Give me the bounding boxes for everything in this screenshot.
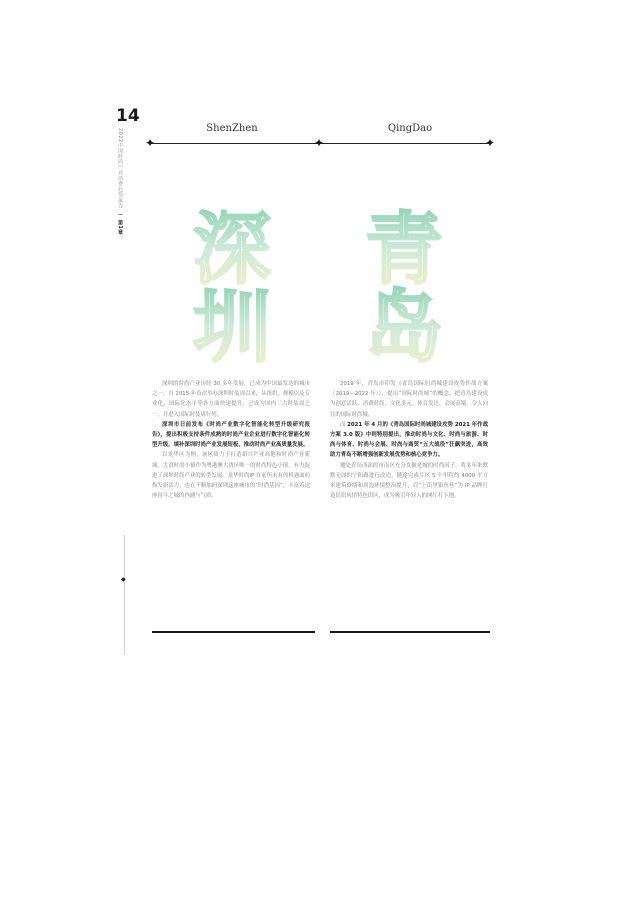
side-label — [117, 128, 124, 235]
hero-char-dao: 岛 — [364, 283, 444, 373]
shenzhen-paragraph-1: 深圳的时尚产业历经 30 多年发展，已成为中国最发达的城市之一。自 2015 年首次举办深圳时装周以来，从组织、规模以及专业化、国际化水平等各方面快速提升，已成为国内三大时装周之一，并进入国际时装周行列。 — [152, 381, 310, 418]
hero-char-qing: 青 — [364, 205, 444, 295]
bottom-rule-right — [330, 631, 490, 633]
hero-char-zhen: 圳 — [192, 283, 272, 373]
hero-qingdao-svg — [364, 204, 444, 373]
star-icon-left: ✦ — [144, 136, 156, 150]
page-number: 14 — [116, 106, 140, 126]
bottom-rule-left — [152, 631, 315, 633]
hero-qingdao — [364, 204, 444, 373]
diamond-dot-icon: ◆ — [121, 576, 126, 583]
side-label-divider — [118, 214, 123, 215]
hero-shenzhen — [192, 204, 272, 373]
side-label-chapter: 第1章 — [117, 219, 123, 235]
qingdao-paragraph-3: 地处青岛西部的市南区充分发掘老城的时尚因子，将多年来默默无闻的宁阳路进行改造，随途完成片区 5 个里院约 4000 平方米建筑修缮和周边环境整治提升，以“上街里银鱼巷”为 IP 品牌打造民宿风情特色街区，成为吸引年轻人的网红打卡地。 — [330, 462, 488, 500]
side-rule — [124, 535, 125, 655]
qingdao-paragraph-2-strong: 2021 年 4 月的《青岛国际时尚城建设攻势 2021 年作战方案 3.0 版》中则特别提出，推动时尚与文化、时尚与旅游、时尚与体育、时尚与会展、时尚与商贸“五大战役”狂飙突进，高效助力青岛不断增强创新发展优势和核心竞争力。 — [330, 421, 488, 459]
shenzhen-body — [152, 379, 310, 501]
shenzhen-paragraph-2: 深圳市日前发布《时尚产业数字化智能化转型升级研究报告》，提出积极支持条件成熟的时尚产业企业进行数字化智能化转型升级，填补深圳时尚产业发展短板，推动时尚产业高质量发展。 — [152, 421, 310, 449]
side-label-title: 2022中国时尚产业消费趋势报告 — [117, 128, 123, 209]
hero-char-shen: 深 — [192, 205, 272, 295]
hero-shenzhen-svg — [192, 204, 272, 373]
city-label-qingdao: QingDao — [387, 123, 433, 134]
star-icon-center: ✦ — [313, 136, 325, 150]
qingdao-paragraph-2-lead: 而 — [340, 421, 348, 428]
qingdao-paragraph-2 — [330, 420, 488, 461]
qingdao-paragraph-1: 2019 年，青岛市印发《青岛国际时尚城建设攻势作战方案（2019—2022 年）》，提出“国际时尚城”的概念，把青岛建设成为创意活跃、消费时尚、文化多元、体育发达、会展高端，令人向往的国际时尚城。 — [330, 381, 488, 418]
qingdao-body — [330, 379, 488, 501]
shenzhen-paragraph-3: 以龙华区为例，该区致力于打造新兴产业高地和时尚产业新城。大浪时尚小镇作为粤港澳大湾区唯一的时尚特色小镇，有力促进了深圳时尚产业的转型发展。龙华时尚IP 在前所未有的机遇面前焕发新活力，也在不断加码深圳这座城市的“时尚基因”，丰富着这座奋斗之城的内涵与气质。 — [152, 452, 310, 500]
star-icon-right: ✦ — [484, 136, 496, 150]
city-label-shenzhen: ShenZhen — [206, 123, 258, 134]
